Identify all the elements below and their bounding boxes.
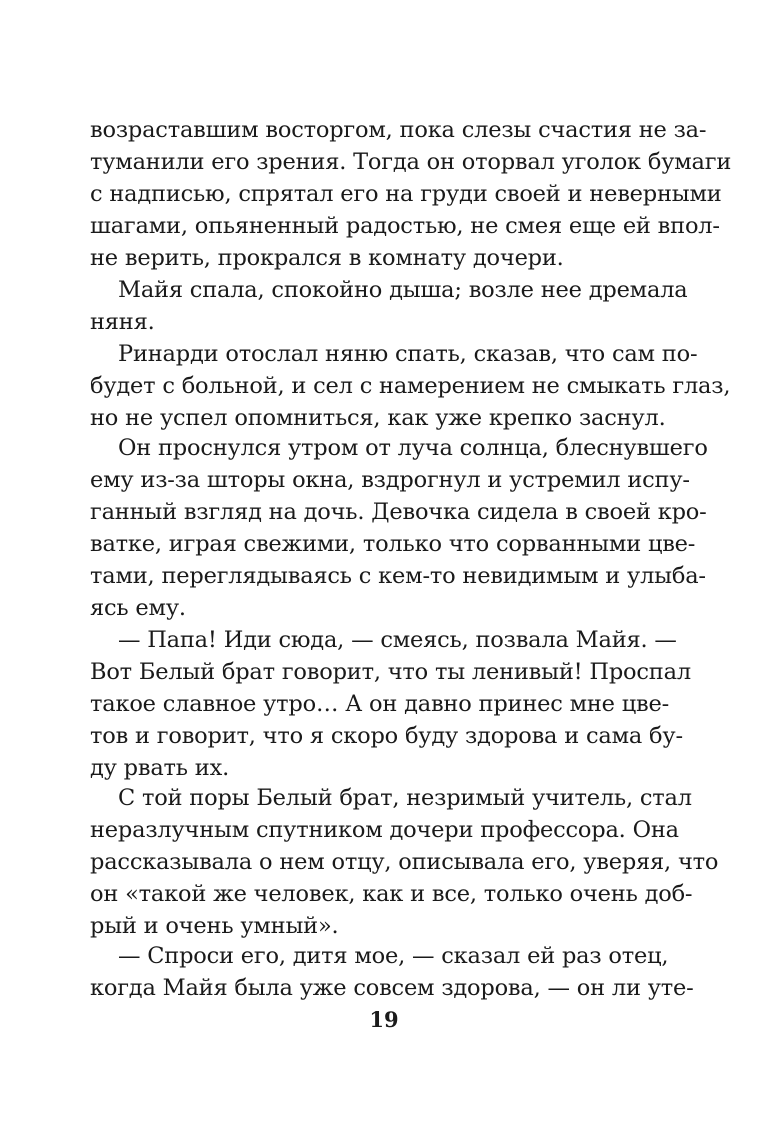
text-line: рый и очень умный». bbox=[90, 913, 339, 939]
text-line: Он проснулся утром от луча солнца, блеснувшего bbox=[118, 435, 708, 461]
text-line: ему из-за шторы окна, вздрогнул и устремил испу- bbox=[90, 467, 690, 493]
text-line: возраставшим восторгом, пока слезы счастия не за- bbox=[90, 117, 707, 143]
text-line: ясь ему. bbox=[90, 595, 186, 621]
text-line: но не успел опомниться, как уже крепко заснул. bbox=[90, 405, 666, 431]
text-line: Ринарди отослал няню спать, сказав, что сам по- bbox=[118, 341, 698, 367]
text-line: няня. bbox=[90, 309, 155, 335]
text-line: — Спроси его, дитя мое, — сказал ей раз отец, bbox=[118, 943, 669, 969]
text-line: Вот Белый брат говорит, что ты ленивый! Проспал bbox=[90, 659, 691, 685]
text-line: будет с больной, и сел с намерением не смыкать глаз, bbox=[90, 373, 731, 399]
text-line: рассказывала о нем отцу, описывала его, уверяя, что bbox=[90, 849, 719, 875]
text-line: ганный взгляд на дочь. Девочка сидела в своей кро- bbox=[90, 499, 707, 525]
text-line: не верить, прокрался в комнату дочери. bbox=[90, 245, 564, 271]
text-line: шагами, опьяненный радостью, не смея еще ей впол- bbox=[90, 213, 720, 239]
text-line: ду рвать их. bbox=[90, 755, 230, 781]
text-line: он «такой же человек, как и все, только очень доб- bbox=[90, 881, 693, 907]
text-line: когда Майя была уже совсем здорова, — он ли уте- bbox=[90, 975, 694, 1001]
text-line: — Папа! Иди сюда, — смеясь, позвала Майя. — bbox=[118, 627, 677, 653]
text-line: С той поры Белый брат, незримый учитель, стал bbox=[118, 785, 692, 811]
text-line: такое славное утро… А он давно принес мне цве- bbox=[90, 691, 670, 717]
text-line: тов и говорит, что я скоро буду здорова и сама бу- bbox=[90, 723, 683, 749]
text-line: с надписью, спрятал его на груди своей и неверными bbox=[90, 181, 722, 207]
text-line: тами, переглядываясь с кем-то невидимым и улыба- bbox=[90, 563, 706, 589]
text-line: ватке, играя свежими, только что сорванными цве- bbox=[90, 531, 696, 557]
text-line: неразлучным спутником дочери профессора. Она bbox=[90, 817, 679, 843]
text-line: туманили его зрения. Тогда он оторвал уголок бумаги bbox=[90, 149, 732, 175]
text-line: Майя спала, спокойно дыша; возле нее дремала bbox=[118, 277, 688, 303]
page-number: 19 bbox=[369, 1007, 399, 1032]
